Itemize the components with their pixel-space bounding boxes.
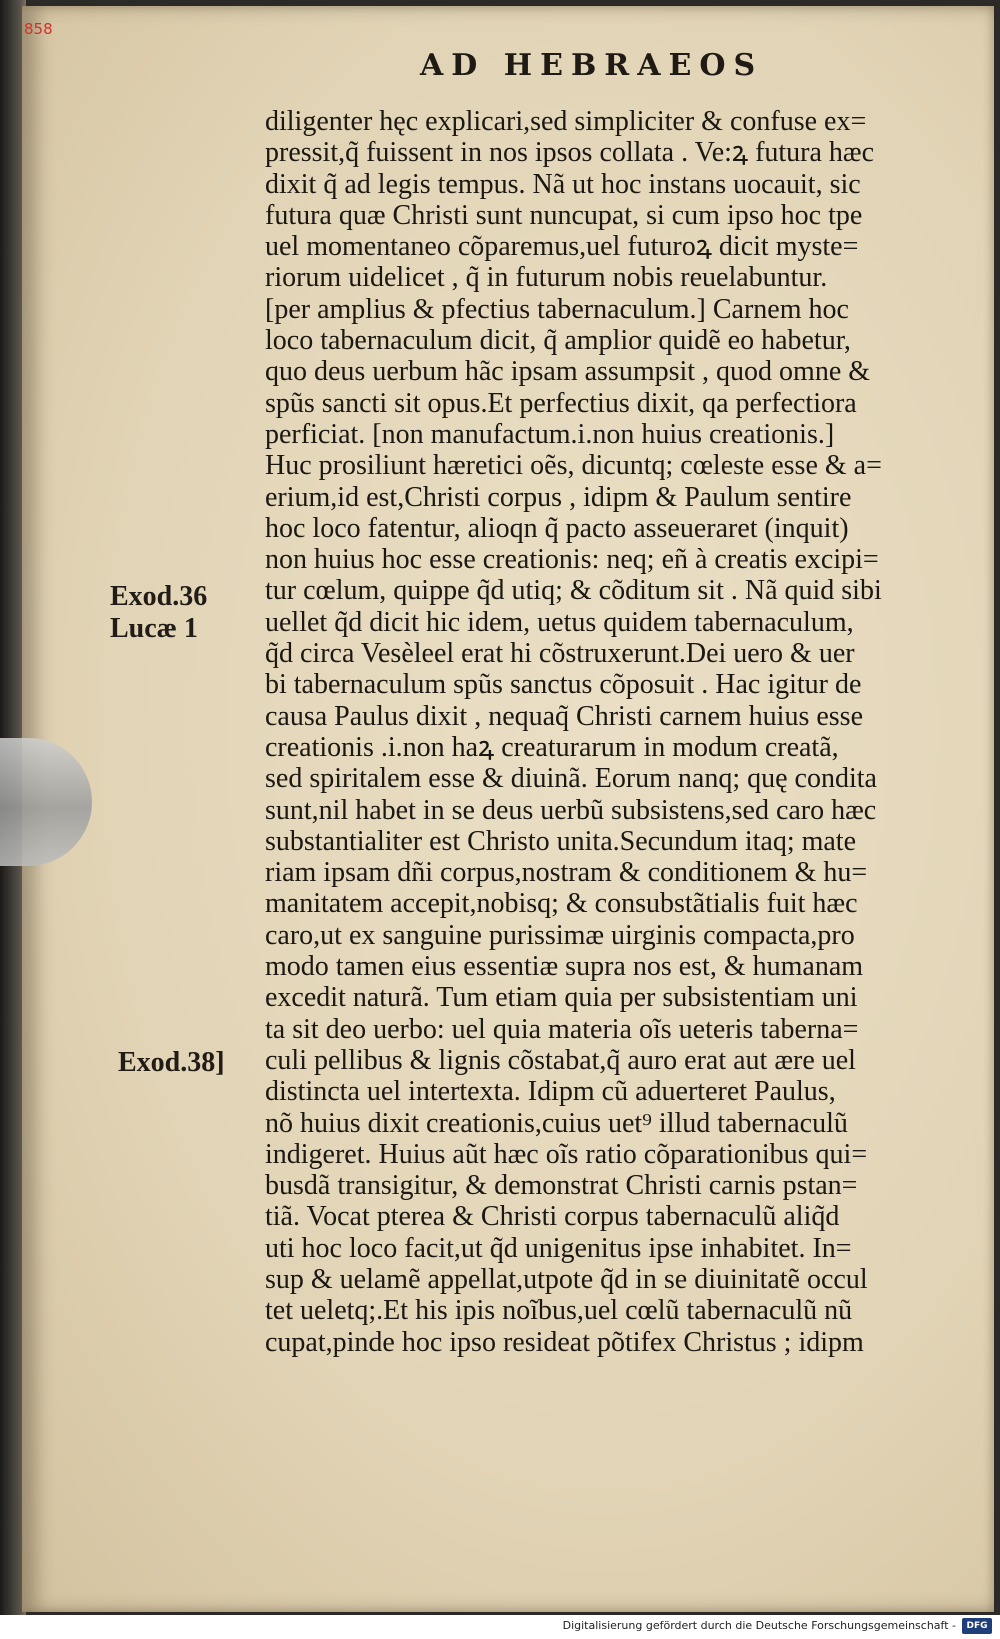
- text-line: quo deus uerbum hãc ipsam assumpsit , quod omne &: [265, 356, 871, 388]
- text-line: busdã transigitur, & demonstrat Christi carnis pstan=: [265, 1170, 858, 1202]
- text-line: tet ueletq;.Et his ipis noĩbus,uel cœlũ tabernaculũ nũ: [265, 1295, 853, 1327]
- margin-note-exod36: Exod.36: [110, 581, 208, 612]
- body-text: [265, 106, 985, 1358]
- text-line: riam ipsam dñi corpus,nostram & conditionem & hu=: [265, 857, 868, 889]
- text-line: substantialiter est Christo unita.Secundum itaq; mate: [265, 825, 857, 857]
- margin-note-exod38: Exod.38]: [118, 1047, 225, 1078]
- text-line: culi pellibus & lignis cõstabat,q̃ auro erat aut ære uel: [265, 1044, 856, 1076]
- text-line: diligenter hęc explicari,sed simpliciter & confuse ex=: [265, 106, 867, 137]
- text-line: pressit,q̃ fuissent in nos ipsos collata . Ve:ꝝ futura hæc: [265, 137, 875, 169]
- text-line: q̃d circa Vesèleel erat hi cõstruxerunt.Dei uero & uer: [265, 638, 855, 670]
- text-line: tur cœlum, quippe q̃d utiq; & cõditum sit . Nã quid sibi: [265, 575, 882, 607]
- book-page: [22, 6, 994, 1612]
- text-line: riorum uidelicet , q̃ in futurum nobis reuelabuntur.: [265, 262, 828, 294]
- text-line: modo tamen eius essentiæ supra nos est, & humanam: [265, 951, 864, 983]
- text-line: causa Paulus dixit , nequaq̃ Christi carnem huius esse: [265, 700, 863, 732]
- text-line: indigeret. Huius aũt hæc oĩs ratio cõparationibus qui=: [265, 1138, 868, 1170]
- text-line: uel momentaneo cõparemus,uel futuroꝝ dicit myste=: [265, 231, 859, 263]
- text-line: erium,id est,Christi corpus , idipm & Paulum sentire: [265, 481, 852, 513]
- margin-note-lucae1: Lucæ 1: [110, 613, 198, 644]
- text-line: hoc loco fatentur, alioqn q̃ pacto asseueraret (inquit): [265, 512, 849, 544]
- footer-credit: Digitalisierung gefördert durch die Deutsche Forschungsgemeinschaft -: [562, 1619, 956, 1632]
- text-line: sunt,nil habet in se deus uerbũ subsistens,sed caro hæc: [265, 794, 877, 826]
- page-number: 858: [24, 20, 53, 38]
- text-line: dixit q̃ ad legis tempus. Nã ut hoc instans uocauit, sic: [265, 168, 861, 200]
- text-line: [per amplius & pfectius tabernaculum.] Carnem hoc: [265, 293, 849, 325]
- text-line: spũs sancti sit opus.Et perfectius dixit, qa perfectiora: [265, 387, 857, 419]
- text-line: creationis .i.non haꝝ creaturarum in modum creatã,: [265, 731, 839, 763]
- text-line: excedit naturã. Tum etiam quia per subsistentiam uni: [265, 982, 858, 1014]
- text-line: cupat,pinde hoc ipso resideat põtifex Christus ; idipm: [265, 1326, 864, 1358]
- text-line: tiã. Vocat pterea & Christi corpus tabernaculũ aliq̃d: [265, 1201, 840, 1233]
- text-line: perficiat. [non manufactum.i.non huius creationis.]: [265, 418, 835, 450]
- text-line: Huc prosiliunt hæretici oẽs, dicuntq; cœleste esse & a=: [265, 450, 882, 482]
- text-line: uti hoc loco facit,ut q̃d unigenitus ipse inhabitet. In=: [265, 1232, 852, 1264]
- text-line: ta sit deo uerbo: uel quia materia oĩs ueteris taberna=: [265, 1013, 859, 1045]
- text-line: manitatem accepit,nobisq; & consubstãtialis fuit hæc: [265, 888, 858, 920]
- text-line: sup & uelamẽ appellat,utpote q̃d in se diuinitatẽ occul: [265, 1263, 868, 1295]
- text-line: distincta uel intertexta. Idipm cũ aduerteret Paulus,: [265, 1076, 836, 1108]
- running-head: AD HEBRAEOS: [420, 48, 764, 83]
- text-line: futura quæ Christi sunt nuncupat, si cum ipso hoc tpe: [265, 199, 863, 231]
- text-line: non huius hoc esse creationis: neq; eñ à creatis excipi=: [265, 544, 879, 576]
- text-line: bi tabernaculum spũs sanctus cõposuit . Hac igitur de: [265, 669, 862, 701]
- dfg-logo-icon: DFG: [962, 1618, 992, 1634]
- text-line: uellet q̃d dicit hic idem, uetus quidem tabernaculum,: [265, 606, 854, 638]
- text-line: sed spiritalem esse & diuinã. Eorum nanq; quę condita: [265, 763, 877, 795]
- text-line: nõ huius dixit creationis,cuius uet⁹ illud tabernaculũ: [265, 1107, 848, 1139]
- footer-bar: [0, 1615, 1000, 1639]
- text-line: caro,ut ex sanguine purissimæ uirginis compacta,pro: [265, 919, 855, 951]
- text-line: loco tabernaculum dicit, q̃ amplior quidẽ eo habetur,: [265, 325, 851, 357]
